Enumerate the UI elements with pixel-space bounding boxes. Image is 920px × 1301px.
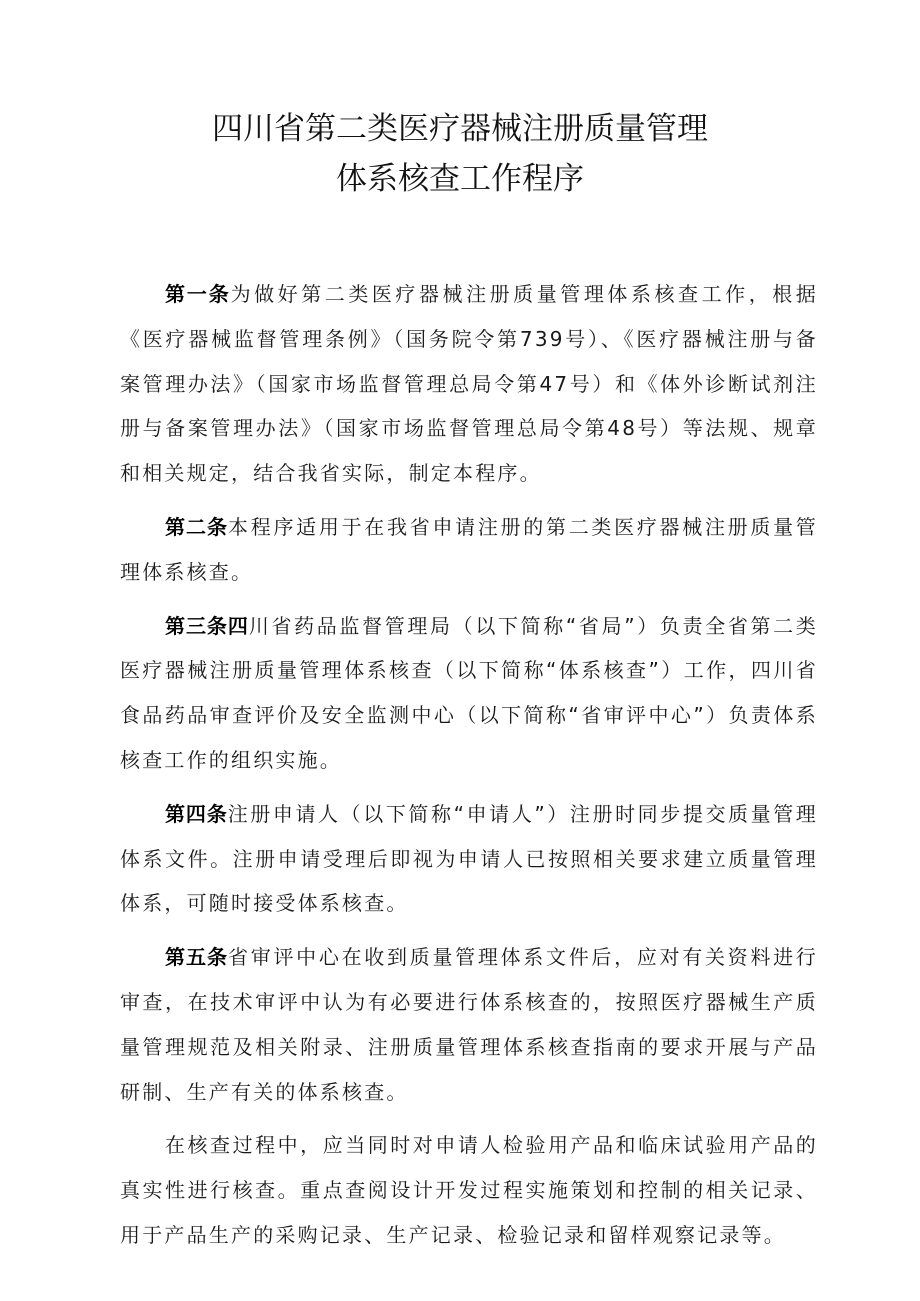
article-4 [120, 792, 818, 926]
article-4-heading: 第四条 [165, 801, 228, 826]
article-5-text: 省审评中心在收到质量管理体系文件后，应对有关资料进行审查，在技术审评中认为有必要进行体系核查的，按照医疗器械生产质量管理规范及相关附录、注册质量管理体系核查指南的要求开展与产品研制、生产有关的体系核查。 [120, 945, 819, 1104]
article-1-text: 为做好第二类医疗器械注册质量管理体系核查工作，根据《医疗器械监督管理条例》（国务院令第739号）、《医疗器械注册与备案管理办法》（国家市场监督管理总局令第47号）和《体外诊断试剂注册与备案管理办法》（国家市场监督管理总局令第48号）等法规、规章和相关规定，结合我省实际，制定本程序。 [120, 282, 819, 486]
article-5-continuation-text: 在核查过程中，应当同时对申请人检验用产品和临床试验用产品的真实性进行核查。重点查阅设计开发过程实施策划和控制的相关记录、用于产品生产的采购记录、生产记录、检验记录和留样观察记录等。 [120, 1133, 818, 1247]
article-2 [120, 505, 818, 595]
document-body [120, 272, 818, 1267]
article-5 [120, 935, 818, 1114]
article-1-heading: 第一条 [165, 282, 231, 306]
article-5-heading: 第五条 [165, 945, 229, 970]
article-2-text: 本程序适用于在我省申请注册的第二类医疗器械注册质量管理体系核查。 [120, 514, 819, 584]
article-3-heading: 第三条四 [165, 613, 249, 638]
document-title [0, 104, 920, 204]
article-3 [120, 604, 818, 783]
article-5-continuation [120, 1123, 818, 1257]
article-3-text: 川省药品监督管理局（以下简称“省局”）负责全省第二类医疗器械注册质量管理体系核查（以下简称“体系核查”）工作，四川省食品药品审查评价及安全监测中心（以下简称“省审评中心”）负责体系核查工作的组织实施。 [120, 613, 818, 772]
title-line-2: 体系核查工作程序 [336, 161, 584, 197]
article-2-heading: 第二条 [165, 514, 229, 539]
article-1 [120, 272, 818, 496]
title-line-1: 四川省第二类医疗器械注册质量管理 [212, 111, 708, 147]
article-4-text: 注册申请人（以下简称“申请人”）注册时同步提交质量管理体系文件。注册申请受理后即视为申请人已按照相关要求建立质量管理体系，可随时接受体系核查。 [120, 801, 819, 916]
